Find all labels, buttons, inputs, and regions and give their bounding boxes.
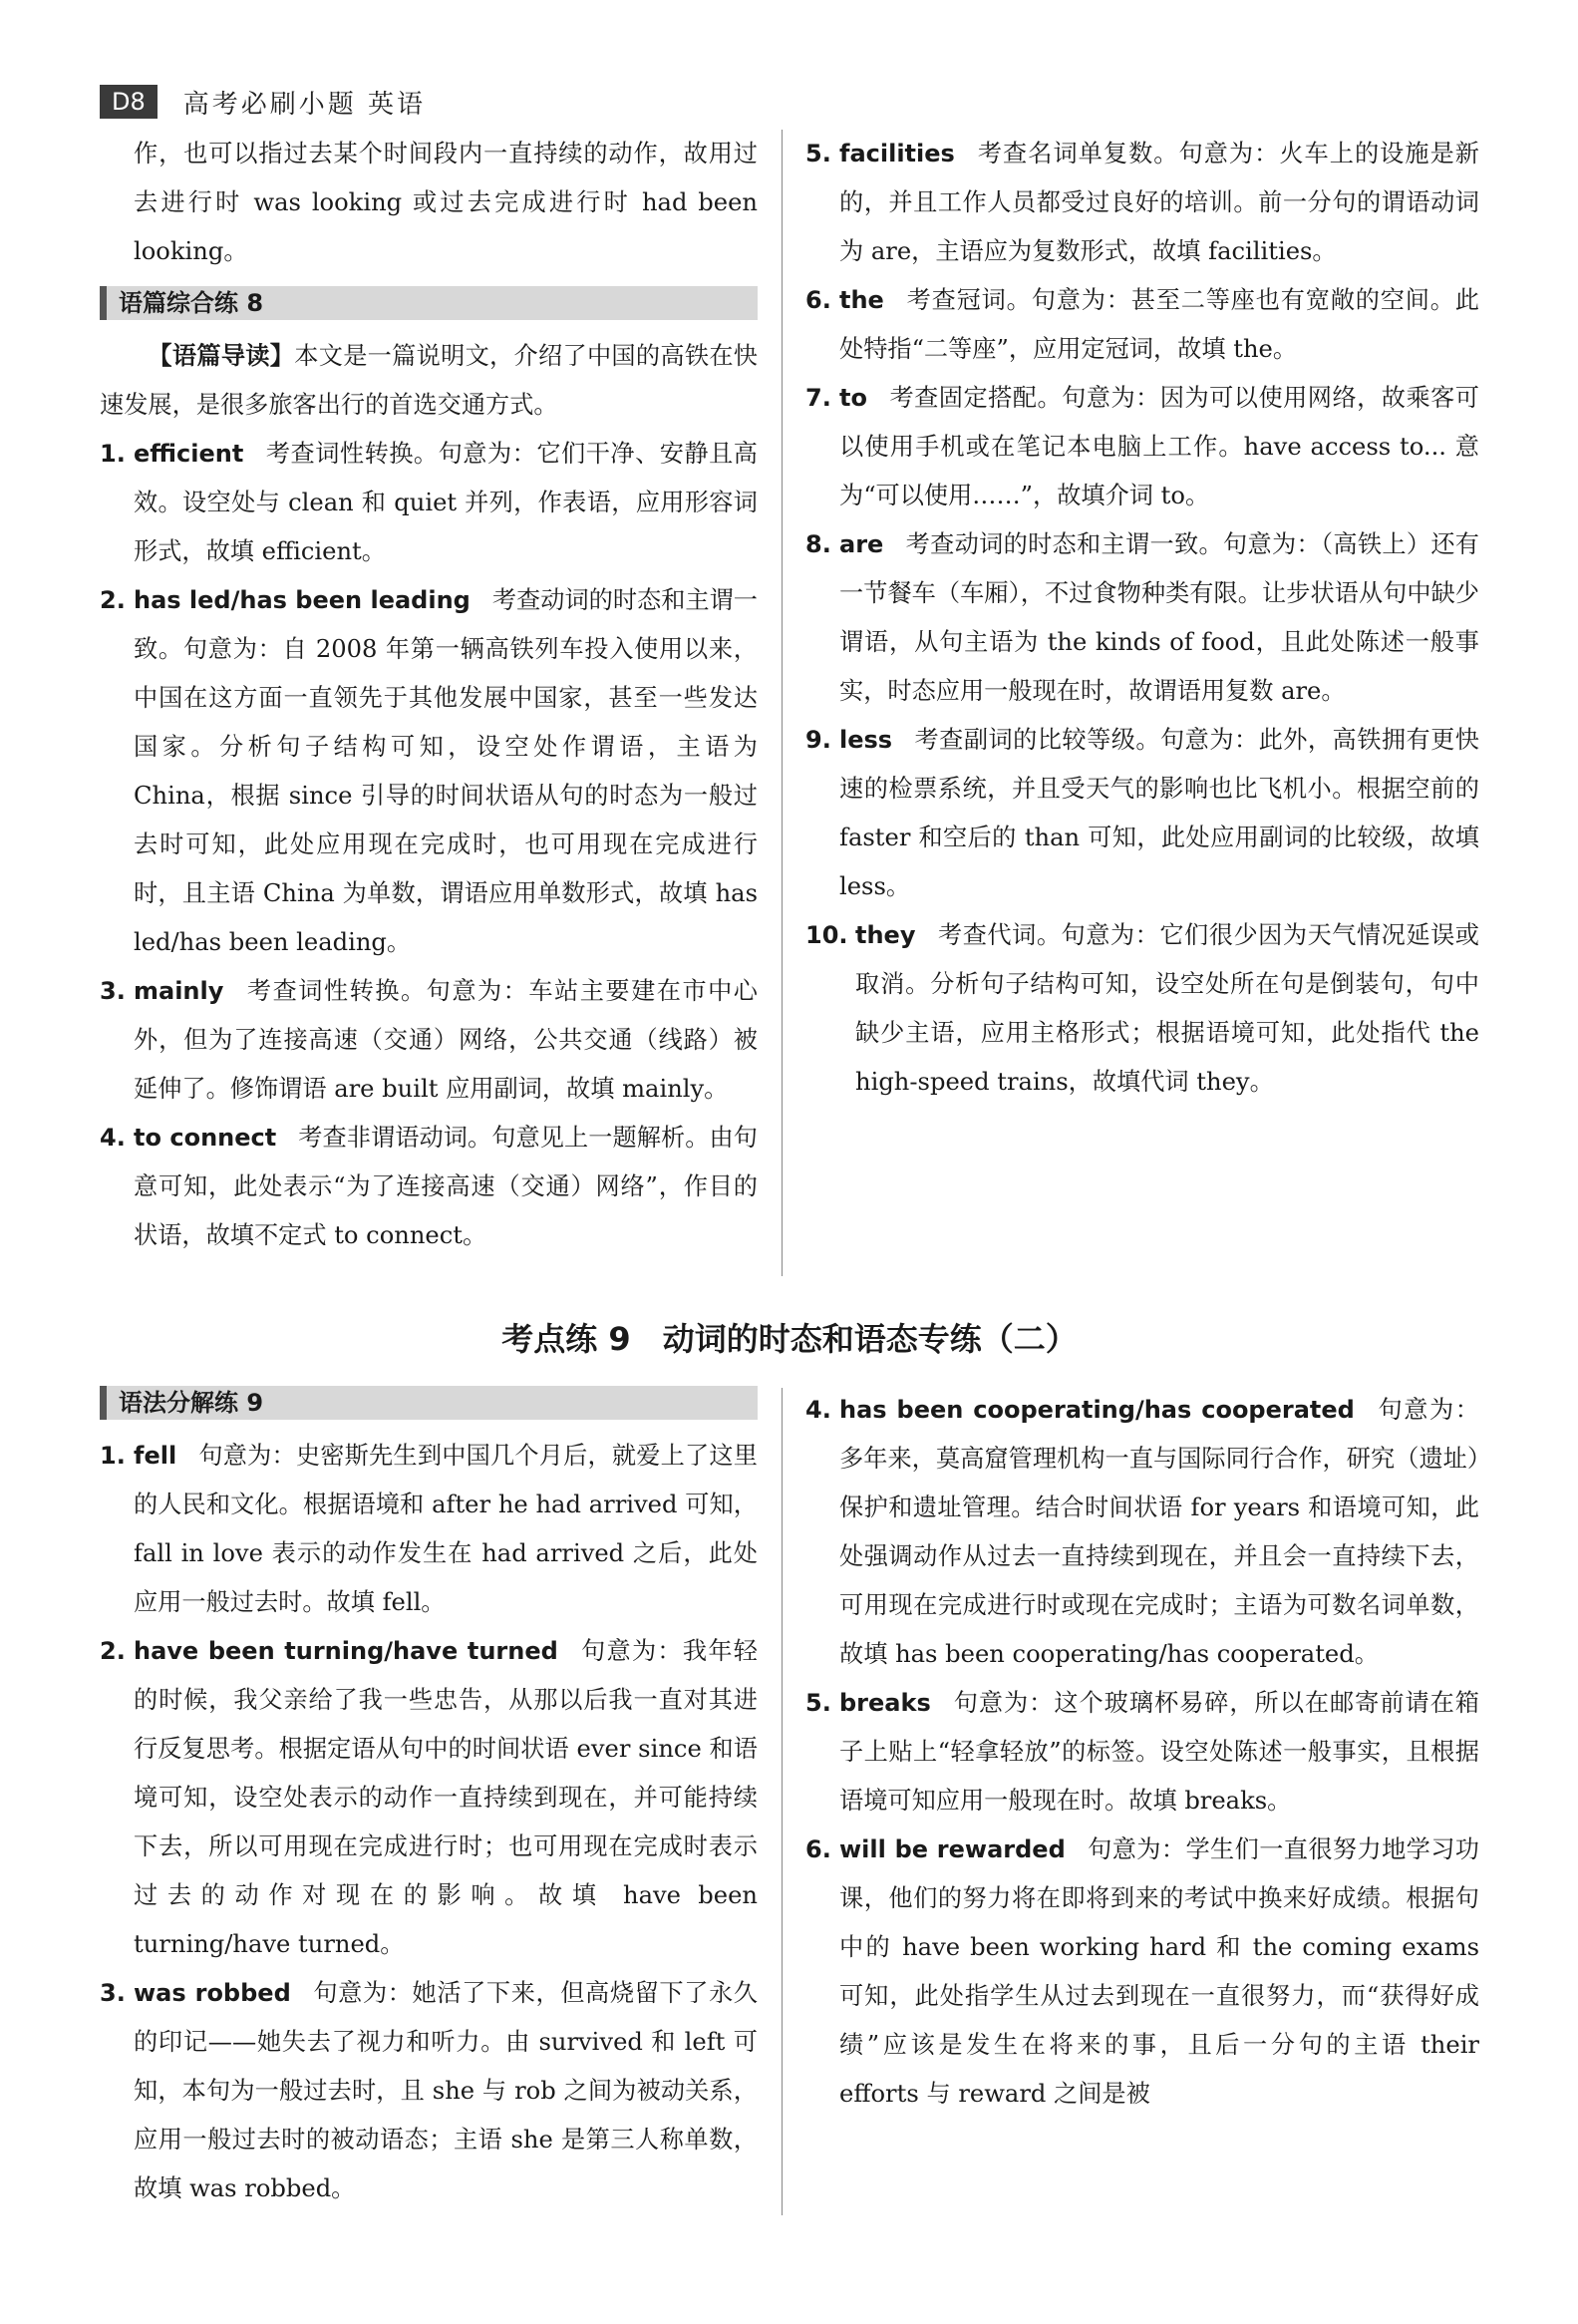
item-answer: breaks	[839, 1689, 931, 1717]
answer-item	[805, 1386, 1479, 1679]
item-answer: will be rewarded	[839, 1835, 1066, 1863]
item-number: 2.	[100, 1637, 126, 1665]
top-right-column	[805, 130, 1479, 1107]
answer-item	[100, 1432, 758, 1627]
item-number: 4.	[805, 1396, 831, 1424]
item-number: 6.	[805, 1835, 831, 1863]
answer-item	[100, 430, 758, 576]
item-answer: to connect	[134, 1124, 277, 1152]
column-divider-top	[782, 130, 783, 1276]
top-left-column	[100, 130, 758, 1260]
item-explanation: 考查词性转换。句意为：车站主要建在市中心外，但为了连接高速（交通）网络，公共交通（线路）被延伸了。修饰谓语 are built 应用副词，故填 mainly。	[134, 977, 758, 1103]
item-answer: has been cooperating/has cooperated	[839, 1396, 1355, 1424]
item-number: 1.	[100, 1442, 126, 1470]
answer-item	[100, 1969, 758, 2213]
answer-item	[100, 1627, 758, 1969]
item-number: 3.	[100, 1979, 126, 2007]
item-number: 7.	[805, 384, 831, 412]
answer-item	[100, 967, 758, 1114]
reading-guide	[100, 332, 758, 430]
answer-item	[100, 576, 758, 967]
item-number: 9.	[805, 726, 831, 754]
item-explanation: 考查名词单复数。句意为：火车上的设施是新的，并且工作人员都受过良好的培训。前一分句的谓语动词为 are，主语应为复数形式，故填 facilities。	[839, 140, 1479, 265]
item-number: 3.	[100, 977, 126, 1005]
page-header	[100, 84, 426, 120]
item-answer: less	[839, 726, 893, 754]
bottom-right-column	[805, 1386, 1479, 2119]
item-answer: efficient	[134, 440, 244, 468]
answer-item	[805, 1826, 1479, 2119]
item-number: 5.	[805, 1689, 831, 1717]
item-explanation: 考查副词的比较等级。句意为：此外，高铁拥有更快速的检票系统，并且受天气的影响也比飞机小。根据空前的 faster 和空后的 than 可知，此处应用副词的比较级，故填 less。	[839, 726, 1479, 900]
answer-item	[805, 374, 1479, 520]
item-answer: mainly	[134, 977, 224, 1005]
item-explanation: 考查词性转换。句意为：它们干净、安静且高效。设空处与 clean 和 quiet 并列，作表语，应用形容词形式，故填 efficient。	[134, 440, 758, 565]
section-heading: 考点练 9 动词的时态和语态专练（二）	[501, 1320, 1078, 1358]
page-number: D8	[100, 85, 158, 119]
item-number: 2.	[100, 586, 126, 614]
item-explanation: 句意为：我年轻的时候，我父亲给了我一些忠告，从那以后我一直对其进行反复思考。根据定语从句中的时间状语 ever since 和语境可知，设空处表示的动作一直持续到现在，并可能持续下去，所以可用现在完成进行时；也可用现在完成时表示过去的动作对现在的影响。故填 have been turning/have turned。	[134, 1637, 758, 1958]
item-answer: are	[839, 530, 884, 558]
answer-item	[805, 1679, 1479, 1826]
answer-item	[805, 520, 1479, 716]
item-explanation: 句意为：学生们一直很努力地学习功课，他们的努力将在即将到来的考试中换来好成绩。根据句中的 have been working hard 和 the coming exams 可知，此处指学生从过去到现在一直很努力，而“获得好成绩”应该是发生在将来的事，且后一分句的主语 their efforts 与 reward 之间是被	[839, 1835, 1479, 2108]
item-answer: have been turning/have turned	[134, 1637, 558, 1665]
answer-item	[805, 276, 1479, 374]
item-answer: they	[855, 921, 916, 949]
guide-label: 【语篇导读】	[148, 342, 295, 370]
item-answer: to	[839, 384, 867, 412]
bottom-left-column	[100, 1386, 758, 2213]
item-number: 4.	[100, 1124, 126, 1152]
guide-text: 本文是一篇说明文，介绍了中国的高铁在快速发展，是很多旅客出行的首选交通方式。	[100, 342, 758, 419]
item-answer: the	[839, 286, 884, 314]
answer-item	[805, 911, 1479, 1107]
book-title: 高考必刷小题 英语	[182, 89, 427, 120]
item-answer: fell	[134, 1442, 177, 1470]
continuation-text: 作，也可以指过去某个时间段内一直持续的动作，故用过去进行时 was looking 或过去完成进行时 had been looking。	[134, 140, 758, 265]
item-answer: was robbed	[134, 1979, 291, 2007]
item-explanation: 句意为：多年来，莫高窟管理机构一直与国际同行合作，研究（遗址）保护和遗址管理。结合时间状语 for years 和语境可知，此处强调动作从过去一直持续到现在，并且会一直持续下去，可用现在完成进行时或现在完成时；主语为可数名词单数，故填 has been cooperating/has cooperated。	[839, 1396, 1479, 1668]
item-number: 10.	[805, 921, 848, 949]
item-number: 1.	[100, 440, 126, 468]
column-divider-bottom	[782, 1388, 783, 2215]
section-title: 语法分解练 9	[100, 1386, 758, 1420]
item-answer: facilities	[839, 140, 955, 167]
item-explanation: 考查代词。句意为：它们很少因为天气情况延误或取消。分析句子结构可知，设空处所在句是倒装句，句中缺少主语，应用主格形式；根据语境可知，此处指代 the high-speed trains，故填代词 they。	[855, 921, 1479, 1096]
item-explanation: 考查非谓语动词。句意见上一题解析。由句意可知，此处表示“为了连接高速（交通）网络”，作目的状语，故填不定式 to connect。	[134, 1124, 758, 1249]
answer-item	[805, 130, 1479, 276]
item-answer: has led/has been leading	[134, 586, 471, 614]
item-explanation: 考查冠词。句意为：甚至二等座也有宽敞的空间。此处特指“二等座”，应用定冠词，故填 the。	[839, 286, 1479, 363]
item-number: 6.	[805, 286, 831, 314]
item-explanation: 句意为：史密斯先生到中国几个月后，就爱上了这里的人民和文化。根据语境和 after he had arrived 可知，fall in love 表示的动作发生在 had arrived 之后，此处应用一般过去时。故填 fell。	[134, 1442, 758, 1616]
item-number: 8.	[805, 530, 831, 558]
item-explanation: 考查动词的时态和主谓一致。句意为：（高铁上）还有一节餐车（车厢），不过食物种类有限。让步状语从句中缺少谓语，从句主语为 the kinds of food，且此处陈述一般事实，时态应用一般现在时，故谓语用复数 are。	[839, 530, 1479, 705]
item-explanation: 考查动词的时态和主谓一致。句意为：自 2008 年第一辆高铁列车投入使用以来，中国在这方面一直领先于其他发展中国家，甚至一些发达国家。分析句子结构可知，设空处作谓语，主语为 China，根据 since 引导的时间状语从句的时态为一般过去时可知，此处应用现在完成时，也可用现在完成进行时，且主语 China 为单数，谓语应用单数形式，故填 has led/has been leading。	[134, 586, 758, 956]
item-explanation: 考查固定搭配。句意为：因为可以使用网络，故乘客可以使用手机或在笔记本电脑上工作。have access to... 意为“可以使用……”，故填介词 to。	[839, 384, 1479, 509]
item-explanation: 句意为：这个玻璃杯易碎，所以在邮寄前请在箱子上贴上“轻拿轻放”的标签。设空处陈述一般事实，且根据语境可知应用一般现在时。故填 breaks。	[839, 1689, 1479, 1815]
item-number: 5.	[805, 140, 831, 167]
item-explanation: 句意为：她活了下来，但高烧留下了永久的印记——她失去了视力和听力。由 survived 和 left 可知，本句为一般过去时，且 she 与 rob 之间为被动关系，应用一般过去时的被动语态；主语 she 是第三人称单数，故填 was robbed。	[134, 1979, 758, 2202]
section-title: 语篇综合练 8	[100, 286, 758, 320]
answer-item	[805, 716, 1479, 911]
answer-item	[100, 1114, 758, 1260]
